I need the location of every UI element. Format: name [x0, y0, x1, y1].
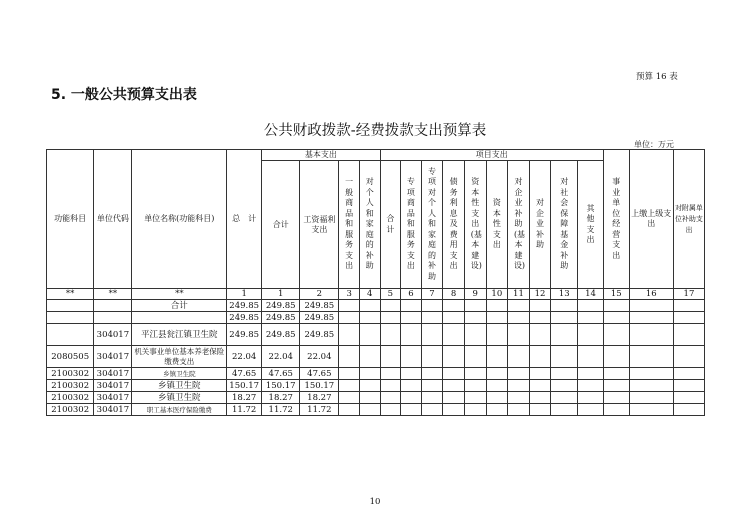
table-row [47, 312, 705, 324]
header-affiliated: 对附属单位补助支出 [673, 150, 704, 289]
col-num: 6 [401, 289, 422, 300]
header-other-text: 其他支出 [586, 203, 595, 244]
col-num: 10 [486, 289, 508, 300]
total-cell: 150.17 [227, 380, 262, 392]
header-social [551, 161, 578, 289]
salary-cell: 249.85 [300, 300, 339, 312]
name-cell: 乡镇卫生院 [132, 380, 227, 392]
table-row-total [47, 300, 705, 312]
col-num: 11 [508, 289, 530, 300]
header-func-subject: 功能科目 [47, 150, 94, 289]
basic-sum-cell: 18.27 [262, 392, 300, 404]
table-row [47, 324, 705, 346]
header-proj-sum-text: 合计 [386, 214, 395, 234]
total-cell: 11.72 [227, 404, 262, 416]
header-capital2-text: 资本性支出 [492, 198, 501, 250]
header-proj-goods [401, 161, 422, 289]
header-proj-sum [380, 161, 401, 289]
header-enterprise [529, 161, 551, 289]
header-family-text: 对个人和家庭的补助 [365, 177, 374, 271]
name-cell: 合计 [132, 300, 227, 312]
func-cell: 2100302 [47, 368, 94, 380]
col-num: 3 [339, 289, 360, 300]
col-num: 13 [551, 289, 578, 300]
header-capital2 [486, 161, 508, 289]
header-basic: 基本支出 [262, 150, 380, 161]
total-cell: 249.85 [227, 312, 262, 324]
table-row [47, 404, 705, 416]
header-project: 项目支出 [380, 150, 603, 161]
name-cell: 机关事业单位基本养老保险缴费支出 [132, 346, 227, 368]
name-cell: 乡镇卫生院 [132, 392, 227, 404]
salary-cell: 11.72 [300, 404, 339, 416]
func-cell [47, 324, 94, 346]
total-cell: 249.85 [227, 324, 262, 346]
basic-sum-cell: 249.85 [262, 300, 300, 312]
table-row [47, 380, 705, 392]
header-public-unit [603, 150, 629, 289]
col-num: 5 [380, 289, 401, 300]
header-other [578, 161, 604, 289]
header-debt-text: 债务利息及费用支出 [449, 177, 458, 271]
header-goods [339, 161, 360, 289]
header-goods-text: 一般商品和服务支出 [345, 177, 354, 271]
salary-cell: 249.85 [300, 324, 339, 346]
unit-label: 单位：万元 [634, 140, 674, 149]
salary-cell: 249.85 [300, 312, 339, 324]
col-num: 16 [629, 289, 673, 300]
header-salary: 工资福利支出 [300, 161, 339, 289]
code-cell: 304017 [94, 404, 132, 416]
code-cell: 304017 [94, 380, 132, 392]
col-num: ** [94, 289, 132, 300]
name-cell: 乡镇卫生院 [132, 368, 227, 380]
basic-sum-cell: 11.72 [262, 404, 300, 416]
table-row [47, 392, 705, 404]
salary-cell: 150.17 [300, 380, 339, 392]
budget-table [46, 149, 705, 416]
col-num: 1 [262, 289, 300, 300]
header-debt [443, 161, 465, 289]
func-cell [47, 312, 94, 324]
col-num: 2 [300, 289, 339, 300]
table-title: 公共财政拨款-经费拨款支出预算表 [263, 123, 487, 139]
col-num: 7 [421, 289, 443, 300]
name-cell: 平江县瓮江镇卫生院 [132, 324, 227, 346]
col-num: ** [132, 289, 227, 300]
col-num: 8 [443, 289, 465, 300]
page-number: 10 [369, 497, 381, 507]
header-upper: 上缴上级支出 [629, 150, 673, 289]
salary-cell: 47.65 [300, 368, 339, 380]
func-cell: 2100302 [47, 380, 94, 392]
header-enterprise-text: 对企业补助 [536, 198, 545, 250]
basic-sum-cell: 47.65 [262, 368, 300, 380]
total-cell: 47.65 [227, 368, 262, 380]
func-cell: 2100302 [47, 392, 94, 404]
name-cell [132, 312, 227, 324]
code-cell: 304017 [94, 368, 132, 380]
col-num: 12 [529, 289, 551, 300]
func-cell [47, 300, 94, 312]
col-num: 4 [359, 289, 380, 300]
col-num: 9 [464, 289, 486, 300]
code-cell: 304017 [94, 346, 132, 368]
basic-sum-cell: 249.85 [262, 324, 300, 346]
header-proj-goods-text: 专项商品和服务支出 [406, 177, 415, 271]
func-cell: 2100302 [47, 404, 94, 416]
header-social-text: 对社会保障基金补助 [560, 177, 569, 271]
func-cell: 2080505 [47, 346, 94, 368]
header-total: 总 计 [227, 150, 262, 289]
code-cell: 304017 [94, 392, 132, 404]
header-proj-family [421, 161, 443, 289]
header-unit-code: 单位代码 [94, 150, 132, 289]
col-num: ** [47, 289, 94, 300]
header-proj-family-text: 专项对个人和家庭的补助 [428, 166, 436, 281]
col-num: 17 [673, 289, 704, 300]
salary-cell: 18.27 [300, 392, 339, 404]
total-cell: 249.85 [227, 300, 262, 312]
col-num: 14 [578, 289, 604, 300]
table-row [47, 368, 705, 380]
total-cell: 22.04 [227, 346, 262, 368]
total-cell: 18.27 [227, 392, 262, 404]
table-row [47, 346, 705, 368]
code-cell [94, 300, 132, 312]
col-num: 15 [603, 289, 629, 300]
column-number-row [47, 289, 705, 300]
header-capital-text: 资本性支出(基本建设) [470, 177, 482, 271]
header-capital [464, 161, 486, 289]
basic-sum-cell: 249.85 [262, 312, 300, 324]
basic-sum-cell: 150.17 [262, 380, 300, 392]
code-cell [94, 312, 132, 324]
header-basic-sum: 合计 [262, 161, 300, 289]
section-title: 5. 一般公共预算支出表 [51, 87, 197, 103]
code-cell: 304017 [94, 324, 132, 346]
col-num: 1 [227, 289, 262, 300]
form-number: 预算 16 表 [636, 72, 678, 82]
header-public-unit-text: 事业单位经营支出 [612, 177, 621, 260]
name-cell: 职工基本医疗保险缴费 [132, 404, 227, 416]
header-unit-name: 单位名称(功能科目) [132, 150, 227, 289]
header-enterprise-capital-text: 对企业补助(基本建设) [513, 177, 526, 271]
salary-cell: 22.04 [300, 346, 339, 368]
header-enterprise-capital [508, 161, 530, 289]
basic-sum-cell: 22.04 [262, 346, 300, 368]
header-family [359, 161, 380, 289]
